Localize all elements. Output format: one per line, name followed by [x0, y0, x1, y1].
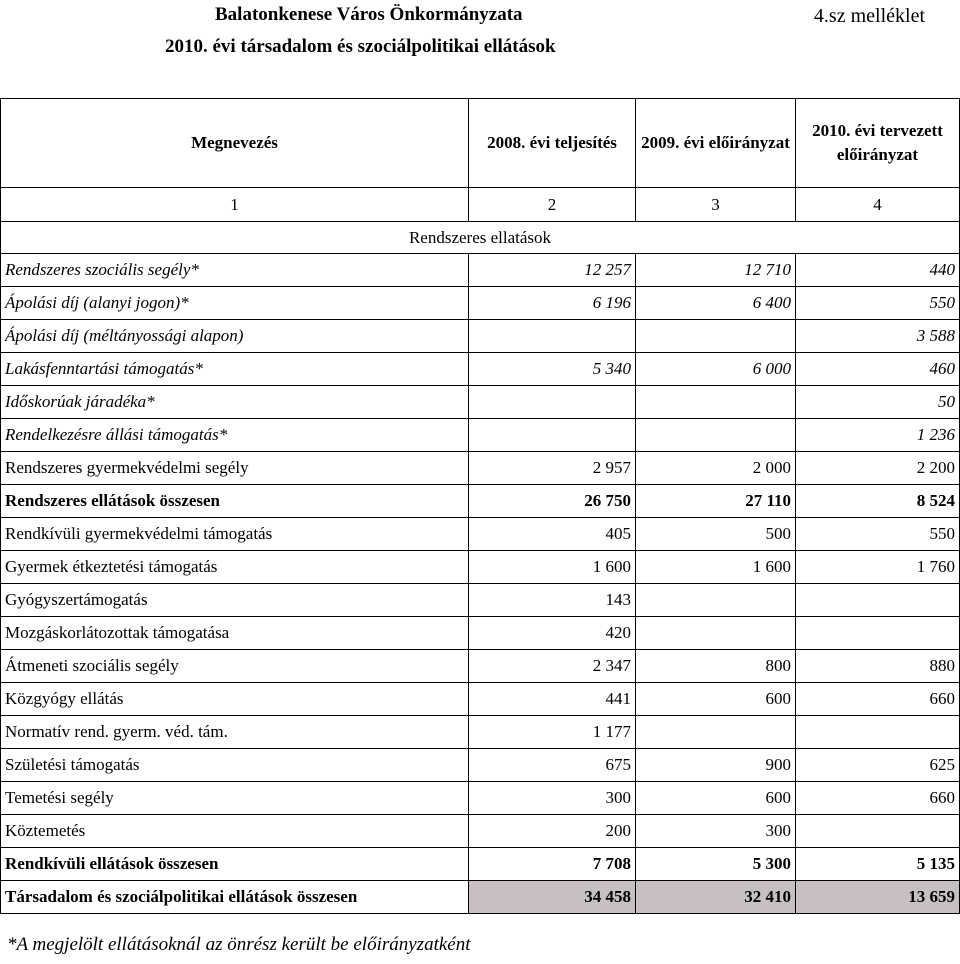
table-row [1, 815, 960, 848]
value-2009: 500 [636, 518, 796, 551]
column-number: 4 [796, 188, 960, 222]
value-2009: 300 [636, 815, 796, 848]
value-2008: 1 177 [469, 716, 636, 749]
value-2010: 460 [796, 353, 960, 386]
column-number: 1 [1, 188, 469, 222]
expenditure-table [0, 98, 960, 914]
value-2010: 550 [796, 518, 960, 551]
value-2010: 1 760 [796, 551, 960, 584]
value-2008: 143 [469, 584, 636, 617]
row-label: Közgyógy ellátás [1, 683, 469, 716]
value-2008: 12 257 [469, 254, 636, 287]
value-2008: 5 340 [469, 353, 636, 386]
value-2010 [796, 584, 960, 617]
section-header-row [1, 222, 960, 254]
value-2010: 660 [796, 683, 960, 716]
value-2010: 3 588 [796, 320, 960, 353]
row-label: Gyógyszertámogatás [1, 584, 469, 617]
column-header-2009: 2009. évi előirányzat [636, 99, 796, 188]
table-row [1, 320, 960, 353]
row-label: Gyermek étkeztetési támogatás [1, 551, 469, 584]
value-2008: 420 [469, 617, 636, 650]
value-2009: 600 [636, 782, 796, 815]
value-2009 [636, 419, 796, 452]
row-label: Társadalom és szociálpolitikai ellátások összesen [1, 881, 469, 914]
table-row [1, 650, 960, 683]
value-2010: 880 [796, 650, 960, 683]
value-2008: 200 [469, 815, 636, 848]
row-label: Ápolási díj (alanyi jogon)* [1, 287, 469, 320]
row-label: Rendszeres szociális segély* [1, 254, 469, 287]
table-row [1, 782, 960, 815]
value-2009 [636, 716, 796, 749]
row-label: Ápolási díj (méltányossági alapon) [1, 320, 469, 353]
row-label: Átmeneti szociális segély [1, 650, 469, 683]
table-row [1, 551, 960, 584]
value-2008: 34 458 [469, 881, 636, 914]
table-row [1, 683, 960, 716]
row-label: Lakásfenntartási támogatás* [1, 353, 469, 386]
value-2008: 441 [469, 683, 636, 716]
table-row [1, 254, 960, 287]
value-2009: 32 410 [636, 881, 796, 914]
value-2009: 6 400 [636, 287, 796, 320]
value-2009: 6 000 [636, 353, 796, 386]
value-2008: 6 196 [469, 287, 636, 320]
value-2009: 12 710 [636, 254, 796, 287]
column-number: 3 [636, 188, 796, 222]
table-header-row [1, 99, 960, 188]
row-label: Rendszeres ellátások összesen [1, 485, 469, 518]
document-subtitle: 2010. évi társadalom és szociálpolitikai ellátások [165, 36, 556, 57]
value-2009: 1 600 [636, 551, 796, 584]
value-2009 [636, 386, 796, 419]
value-2009: 5 300 [636, 848, 796, 881]
table-row [1, 452, 960, 485]
table-row [1, 485, 960, 518]
annex-label: 4.sz melléklet [813, 5, 925, 27]
section-title: Rendszeres ellatások [1, 222, 960, 254]
value-2009 [636, 617, 796, 650]
value-2008: 26 750 [469, 485, 636, 518]
value-2009: 900 [636, 749, 796, 782]
value-2009: 27 110 [636, 485, 796, 518]
row-label: Születési támogatás [1, 749, 469, 782]
footnote: *A megjelölt ellátásoknál az önrész került be előirányzatként [7, 934, 471, 955]
row-label: Temetési segély [1, 782, 469, 815]
value-2010: 1 236 [796, 419, 960, 452]
row-label: Köztemetés [1, 815, 469, 848]
value-2008 [469, 320, 636, 353]
column-header-2008: 2008. évi teljesítés [469, 99, 636, 188]
table-row [1, 881, 960, 914]
row-label: Rendkívüli gyermekvédelmi támogatás [1, 518, 469, 551]
value-2010: 2 200 [796, 452, 960, 485]
value-2010: 625 [796, 749, 960, 782]
column-header-name: Megnevezés [1, 99, 469, 188]
value-2010: 440 [796, 254, 960, 287]
value-2010 [796, 716, 960, 749]
column-number-row [1, 188, 960, 222]
value-2009 [636, 584, 796, 617]
table-row [1, 518, 960, 551]
row-label: Időskorúak járadéka* [1, 386, 469, 419]
row-label: Rendkívüli ellátások összesen [1, 848, 469, 881]
column-header-2010: 2010. évi tervezett előirányzat [796, 99, 960, 188]
value-2009: 2 000 [636, 452, 796, 485]
document-title: Balatonkenese Város Önkormányzata [215, 4, 523, 25]
row-label: Normatív rend. gyerm. véd. tám. [1, 716, 469, 749]
row-label: Rendszeres gyermekvédelmi segély [1, 452, 469, 485]
value-2009 [636, 320, 796, 353]
value-2009: 800 [636, 650, 796, 683]
value-2008: 300 [469, 782, 636, 815]
value-2008: 7 708 [469, 848, 636, 881]
table-row [1, 353, 960, 386]
table-body [1, 254, 960, 914]
value-2010: 8 524 [796, 485, 960, 518]
row-label: Rendelkezésre állási támogatás* [1, 419, 469, 452]
table-row [1, 848, 960, 881]
value-2008: 2 957 [469, 452, 636, 485]
table-row [1, 287, 960, 320]
table-row [1, 716, 960, 749]
value-2010: 660 [796, 782, 960, 815]
table-row [1, 617, 960, 650]
value-2009: 600 [636, 683, 796, 716]
value-2010: 13 659 [796, 881, 960, 914]
table-row [1, 584, 960, 617]
value-2008: 1 600 [469, 551, 636, 584]
column-number: 2 [469, 188, 636, 222]
value-2010 [796, 815, 960, 848]
value-2008: 675 [469, 749, 636, 782]
value-2010 [796, 617, 960, 650]
value-2008: 2 347 [469, 650, 636, 683]
value-2010: 550 [796, 287, 960, 320]
value-2010: 5 135 [796, 848, 960, 881]
row-label: Mozgáskorlátozottak támogatása [1, 617, 469, 650]
value-2008: 405 [469, 518, 636, 551]
value-2010: 50 [796, 386, 960, 419]
table-row [1, 419, 960, 452]
table-row [1, 749, 960, 782]
value-2008 [469, 419, 636, 452]
value-2008 [469, 386, 636, 419]
table-row [1, 386, 960, 419]
